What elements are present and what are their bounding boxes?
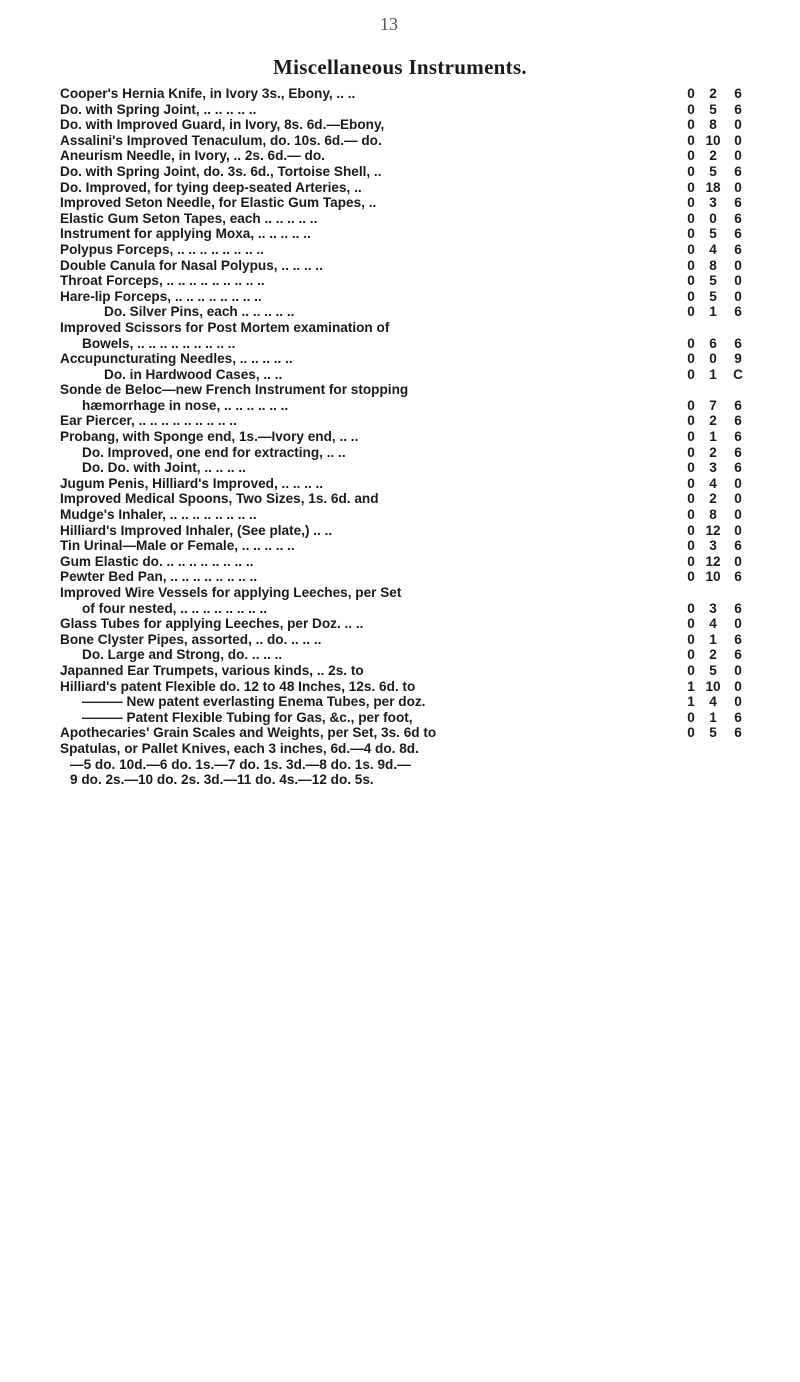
- price-pence: 0: [734, 616, 742, 632]
- item-description: Bone Clyster Pipes, assorted, .. do. .. .. ..: [60, 631, 322, 647]
- item-price: [682, 195, 750, 211]
- item-description: Apothecaries' Grain Scales and Weights, per Set, 3s. 6d to: [60, 725, 437, 741]
- item-price: [682, 523, 750, 539]
- price-shillings: 0: [709, 210, 717, 226]
- item-description: Throat Forceps, .. .. .. .. .. .. .. .. ..: [60, 273, 265, 289]
- item-price: [682, 694, 750, 710]
- price-shillings: 2: [709, 491, 717, 507]
- item-description: Hilliard's patent Flexible do. 12 to 48 Inches, 12s. 6d. to: [60, 678, 416, 694]
- item-price: [682, 180, 750, 196]
- price-pence: 0: [734, 491, 742, 507]
- spatula-text: —5 do. 10d.—6 do. 1s.—7 do. 1s. 3d.—8 do. 1s. 9d.—: [70, 756, 411, 772]
- item-description: Do. Large and Strong, do. .. .. ..: [82, 647, 283, 663]
- price-shillings: 12: [705, 522, 721, 538]
- price-pence: 0: [734, 257, 742, 273]
- price-pounds: 0: [687, 257, 695, 273]
- item-price: [682, 273, 750, 289]
- spatula-line: [60, 757, 750, 773]
- item-description: Hare-lip Forceps, .. .. .. .. .. .. .. ..: [60, 288, 262, 304]
- item-description: Do. with Spring Joint, do. 3s. 6d., Tortoise Shell, ..: [60, 163, 382, 179]
- price-list-item: [60, 304, 750, 320]
- item-description: Do. Improved, for tying deep-seated Arteries, ..: [60, 179, 362, 195]
- price-shillings: 3: [709, 600, 717, 616]
- price-pounds: 0: [687, 444, 695, 460]
- item-description: Glass Tubes for applying Leeches, per Doz. .. ..: [60, 616, 364, 632]
- price-shillings: 5: [709, 226, 717, 242]
- item-description: Accupuncturating Needles, .. .. .. .. ..: [60, 351, 293, 367]
- price-pence: 6: [734, 101, 742, 117]
- item-price: [682, 133, 750, 149]
- item-price: [682, 601, 750, 617]
- price-list-item: [60, 226, 750, 242]
- price-shillings: 3: [709, 538, 717, 554]
- item-price: [682, 413, 750, 429]
- item-description: Cooper's Hernia Knife, in Ivory 3s., Ebony, .. ..: [60, 86, 356, 101]
- price-list-item: [60, 164, 750, 180]
- price-pounds: 0: [687, 709, 695, 725]
- item-description: Polypus Forceps, .. .. .. .. .. .. .. ..: [60, 241, 264, 257]
- price-pounds: 0: [687, 304, 695, 320]
- price-pence: 6: [734, 413, 742, 429]
- item-price: [682, 491, 750, 507]
- price-pence: 0: [734, 117, 742, 133]
- price-shillings: 3: [709, 460, 717, 476]
- price-shillings: 8: [709, 117, 717, 133]
- price-shillings: 8: [709, 507, 717, 523]
- price-list-item: [60, 663, 750, 679]
- item-price: [682, 102, 750, 118]
- price-pounds: 0: [687, 429, 695, 445]
- price-pounds: 0: [687, 226, 695, 242]
- price-pounds: 0: [687, 538, 695, 554]
- price-list-item: [60, 507, 750, 523]
- price-shillings: 4: [709, 241, 717, 257]
- price-pounds: 0: [687, 132, 695, 148]
- item-description: ——— Patent Flexible Tubing for Gas, &c., per foot,: [82, 709, 413, 725]
- item-price: [682, 554, 750, 570]
- item-description: Elastic Gum Seton Tapes, each .. .. .. .. ..: [60, 210, 318, 226]
- price-shillings: 5: [709, 288, 717, 304]
- item-description: Pewter Bed Pan, .. .. .. .. .. .. .. ..: [60, 569, 258, 585]
- price-pounds: 0: [687, 460, 695, 476]
- price-shillings: 1: [709, 429, 717, 445]
- item-description: Instrument for applying Moxa, .. .. .. .. ..: [60, 226, 311, 242]
- item-price: [682, 398, 750, 414]
- price-list-item: [60, 117, 750, 133]
- item-price: [682, 460, 750, 476]
- price-pounds: 0: [687, 522, 695, 538]
- price-shillings: 1: [709, 304, 717, 320]
- price-shillings: 1: [709, 709, 717, 725]
- price-list-item: [60, 694, 750, 710]
- item-price: [682, 429, 750, 445]
- price-list-item: [60, 725, 750, 741]
- price-list-item: [60, 367, 750, 383]
- price-pence: 6: [734, 709, 742, 725]
- item-description: Sonde de Beloc—new French Instrument for stopping: [60, 382, 409, 398]
- item-description: Aneurism Needle, in Ivory, .. 2s. 6d.— do.: [60, 148, 325, 164]
- price-pence: 6: [734, 210, 742, 226]
- item-description: Do. Silver Pins, each .. .. .. .. ..: [104, 304, 295, 320]
- item-price: [682, 663, 750, 679]
- item-price: [682, 710, 750, 726]
- price-list-item: [60, 242, 750, 258]
- price-pounds: 0: [687, 475, 695, 491]
- price-pounds: 1: [687, 694, 695, 710]
- price-list-item: [60, 351, 750, 367]
- price-pence: 6: [734, 241, 742, 257]
- price-pence: 0: [734, 662, 742, 678]
- item-description: Improved Seton Needle, for Elastic Gum Tapes, ..: [60, 195, 377, 211]
- item-description: Assalini's Improved Tenaculum, do. 10s. 6d.— do.: [60, 132, 382, 148]
- price-pounds: 0: [687, 631, 695, 647]
- price-pence: 6: [734, 631, 742, 647]
- item-description: of four nested, .. .. .. .. .. .. .. ..: [82, 600, 268, 616]
- item-price: [682, 507, 750, 523]
- item-price: [682, 242, 750, 258]
- price-pounds: 0: [687, 366, 695, 382]
- price-shillings: 10: [705, 569, 721, 585]
- price-list-item: [60, 647, 750, 663]
- price-pounds: 0: [687, 148, 695, 164]
- price-shillings: 8: [709, 257, 717, 273]
- item-price: [682, 647, 750, 663]
- spatula-line: [60, 772, 750, 788]
- price-list-item: [60, 538, 750, 554]
- price-shillings: 5: [709, 101, 717, 117]
- item-description: Do. Do. with Joint, .. .. .. ..: [82, 460, 246, 476]
- price-list-item: [60, 102, 750, 118]
- item-price: [682, 632, 750, 648]
- price-pence: 0: [734, 553, 742, 569]
- price-shillings: 4: [709, 475, 717, 491]
- price-pounds: 0: [687, 725, 695, 741]
- item-description: Jugum Penis, Hilliard's Improved, .. .. .. ..: [60, 475, 324, 491]
- price-list-item: [60, 413, 750, 429]
- page-title: Miscellaneous Instruments.: [273, 55, 527, 79]
- item-price: [682, 367, 750, 383]
- price-shillings: 0: [709, 351, 717, 367]
- item-price: [682, 351, 750, 367]
- price-shillings: 5: [709, 662, 717, 678]
- item-price: [682, 148, 750, 164]
- price-list-item: [60, 491, 750, 507]
- price-shillings: 2: [709, 86, 717, 101]
- price-pounds: 0: [687, 647, 695, 663]
- price-shillings: 2: [709, 148, 717, 164]
- item-description: Do. with Spring Joint, .. .. .. .. ..: [60, 101, 257, 117]
- price-list-item: [60, 382, 750, 398]
- price-shillings: 4: [709, 694, 717, 710]
- price-list-item: [60, 148, 750, 164]
- item-price: [682, 725, 750, 741]
- item-price: [682, 679, 750, 695]
- price-pence: 6: [734, 195, 742, 211]
- item-description: Mudge's Inhaler, .. .. .. .. .. .. .. ..: [60, 507, 257, 523]
- price-pounds: 0: [687, 600, 695, 616]
- price-pounds: 0: [687, 273, 695, 289]
- item-description: Do. Improved, one end for extracting, .. ..: [82, 444, 346, 460]
- item-price: [682, 445, 750, 461]
- price-pence: 0: [734, 148, 742, 164]
- price-pounds: 0: [687, 195, 695, 211]
- price-pounds: 0: [687, 335, 695, 351]
- price-list-item: [60, 429, 750, 445]
- item-description: Bowels, .. .. .. .. .. .. .. .. ..: [82, 335, 236, 351]
- item-price: [682, 304, 750, 320]
- price-list-item: [60, 601, 750, 617]
- price-shillings: 2: [709, 444, 717, 460]
- price-shillings: 2: [709, 413, 717, 429]
- price-shillings: 1: [709, 631, 717, 647]
- item-price: [682, 226, 750, 242]
- page-number: 13: [380, 14, 398, 34]
- item-price: [682, 616, 750, 632]
- price-list-item: [60, 258, 750, 274]
- price-pounds: 0: [687, 163, 695, 179]
- item-price: [682, 538, 750, 554]
- item-description: Do. with Improved Guard, in Ivory, 8s. 6d.—Ebony,: [60, 117, 385, 133]
- price-shillings: 5: [709, 273, 717, 289]
- price-shillings: 3: [709, 195, 717, 211]
- price-list-item: [60, 632, 750, 648]
- price-pounds: 0: [687, 117, 695, 133]
- price-pence: 6: [734, 226, 742, 242]
- spatula-text: 9 do. 2s.—10 do. 2s. 3d.—11 do. 4s.—12 do. 5s.: [70, 772, 374, 788]
- price-pounds: 1: [687, 678, 695, 694]
- price-list-item: [60, 554, 750, 570]
- price-shillings: 18: [705, 179, 721, 195]
- price-list-item: [60, 445, 750, 461]
- item-price: [682, 164, 750, 180]
- price-shillings: 5: [709, 163, 717, 179]
- price-pence: 6: [734, 163, 742, 179]
- price-pence: 0: [734, 475, 742, 491]
- price-pounds: 0: [687, 616, 695, 632]
- price-shillings: 1: [709, 366, 717, 382]
- item-price: [682, 476, 750, 492]
- price-list-item: [60, 211, 750, 227]
- price-pence: 6: [734, 335, 742, 351]
- price-pounds: 0: [687, 101, 695, 117]
- item-price: [682, 289, 750, 305]
- price-pence: 0: [734, 694, 742, 710]
- spatula-text: Spatulas, or Pallet Knives, each 3 inches, 6d.—4 do. 8d.: [60, 740, 419, 756]
- price-pounds: 0: [687, 507, 695, 523]
- price-pence: 0: [734, 179, 742, 195]
- price-list-item: [60, 476, 750, 492]
- item-price: [682, 569, 750, 585]
- price-pence: 0: [734, 132, 742, 148]
- price-list-item: [60, 523, 750, 539]
- price-pounds: 0: [687, 288, 695, 304]
- price-shillings: 4: [709, 616, 717, 632]
- item-price: [682, 117, 750, 133]
- price-pounds: 0: [687, 210, 695, 226]
- price-pence: 6: [734, 444, 742, 460]
- price-shillings: 10: [705, 678, 721, 694]
- price-shillings: 5: [709, 725, 717, 741]
- price-list-item: [60, 289, 750, 305]
- price-list-item: [60, 195, 750, 211]
- price-pence: 0: [734, 273, 742, 289]
- item-description: Probang, with Sponge end, 1s.—Ivory end, .. ..: [60, 429, 359, 445]
- price-pence: 6: [734, 460, 742, 476]
- price-list-item: [60, 710, 750, 726]
- price-pence: 6: [734, 600, 742, 616]
- price-pence: 6: [734, 647, 742, 663]
- item-price: [682, 86, 750, 102]
- item-description: Hilliard's Improved Inhaler, (See plate,) .. ..: [60, 522, 333, 538]
- item-description: Ear Piercer, .. .. .. .. .. .. .. .. ..: [60, 413, 237, 429]
- price-shillings: 2: [709, 647, 717, 663]
- price-pounds: 0: [687, 86, 695, 101]
- item-price: [682, 211, 750, 227]
- price-pence: 0: [734, 507, 742, 523]
- price-pounds: 0: [687, 179, 695, 195]
- price-pence: 6: [734, 304, 742, 320]
- price-list-item: [60, 180, 750, 196]
- price-pence: C: [733, 366, 743, 382]
- item-description: Do. in Hardwood Cases, .. ..: [104, 366, 283, 382]
- item-description: Tin Urinal—Male or Female, .. .. .. .. ..: [60, 538, 295, 554]
- price-pounds: 0: [687, 397, 695, 413]
- price-pence: 6: [734, 397, 742, 413]
- item-price: [682, 258, 750, 274]
- price-list-item: [60, 460, 750, 476]
- price-shillings: 7: [709, 397, 717, 413]
- price-pence: 0: [734, 522, 742, 538]
- price-pence: 6: [734, 569, 742, 585]
- price-pounds: 0: [687, 413, 695, 429]
- price-shillings: 6: [709, 335, 717, 351]
- price-pence: 0: [734, 288, 742, 304]
- price-pence: 6: [734, 429, 742, 445]
- item-description: hæmorrhage in nose, .. .. .. .. .. ..: [82, 397, 289, 413]
- price-list-item: [60, 273, 750, 289]
- price-pounds: 0: [687, 569, 695, 585]
- item-description: Japanned Ear Trumpets, various kinds, .. 2s. to: [60, 662, 364, 678]
- price-pence: 6: [734, 538, 742, 554]
- price-list-item: [60, 679, 750, 695]
- price-list-item: [60, 86, 750, 102]
- price-pounds: 0: [687, 491, 695, 507]
- item-description: Improved Scissors for Post Mortem examination of: [60, 319, 390, 335]
- spatula-line: [60, 741, 750, 757]
- item-description: ——— New patent everlasting Enema Tubes, per doz.: [82, 694, 426, 710]
- price-list-item: [60, 569, 750, 585]
- price-list-item: [60, 585, 750, 601]
- price-pounds: 0: [687, 553, 695, 569]
- price-pence: 9: [734, 351, 742, 367]
- price-pounds: 0: [687, 351, 695, 367]
- price-list-item: [60, 336, 750, 352]
- item-description: Double Canula for Nasal Polypus, .. .. .. ..: [60, 257, 323, 273]
- item-description: Improved Wire Vessels for applying Leeches, per Set: [60, 585, 402, 600]
- item-price: [682, 336, 750, 352]
- item-description: Improved Medical Spoons, Two Sizes, 1s. 6d. and: [60, 491, 379, 507]
- price-pence: 0: [734, 678, 742, 694]
- price-list-item: [60, 616, 750, 632]
- price-list: [60, 86, 750, 788]
- price-pounds: 0: [687, 241, 695, 257]
- price-pence: 6: [734, 86, 742, 101]
- price-pounds: 0: [687, 662, 695, 678]
- price-shillings: 12: [705, 553, 721, 569]
- price-list-item: [60, 398, 750, 414]
- price-list-item: [60, 320, 750, 336]
- price-list-item: [60, 133, 750, 149]
- price-shillings: 10: [705, 132, 721, 148]
- item-description: Gum Elastic do. .. .. .. .. .. .. .. ..: [60, 553, 254, 569]
- price-pence: 6: [734, 725, 742, 741]
